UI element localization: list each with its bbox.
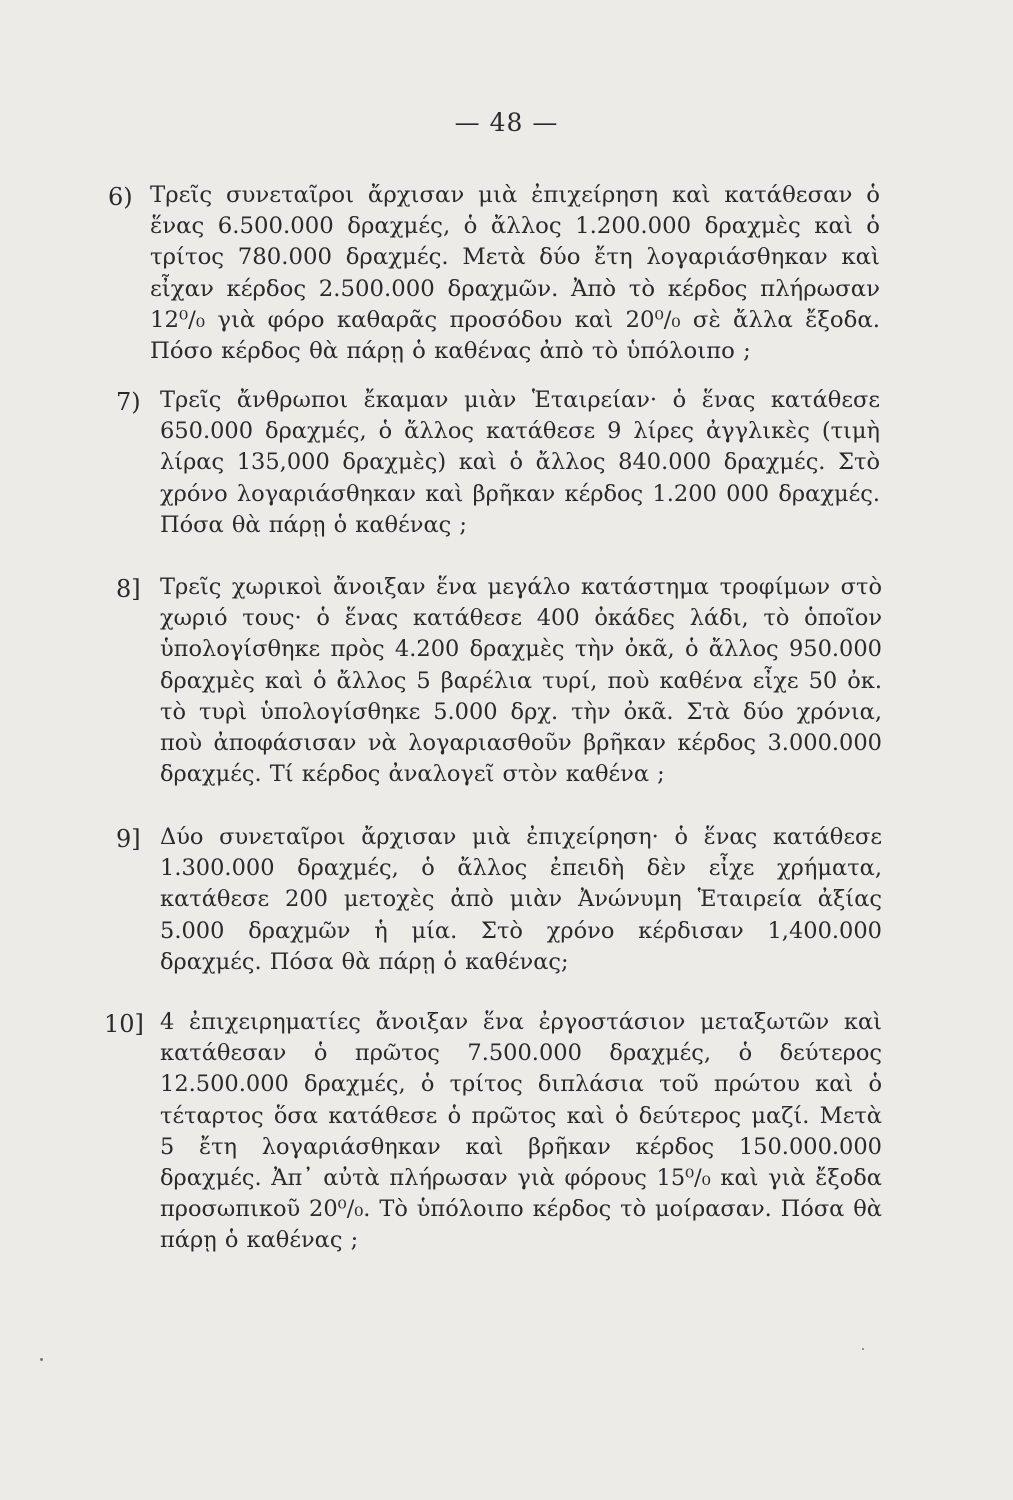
paper-speck [862, 1348, 864, 1350]
problem-number: 6) [108, 183, 133, 211]
problem-text: Τρεῖς συνεταῖροι ἄρχισαν μιὰ ἐπιχείρηση καὶ κατάθεσαν ὁ ἕνας 6.500.000 δραχμές, ὁ ἄλλος 1.200.000 δραχμὲς καὶ ὁ τρίτος 780.000 δραχμές. Μετὰ δύο ἔτη λογαριάσθηκαν καὶ εἶχαν κέρδος 2.500.000 δραχμῶν. Ἀπὸ τὸ κέρδος πλήρωσαν 12⁰/₀ γιὰ φόρο καθαρᾶς προσόδου καὶ 20⁰/₀ σὲ ἄλλα ἔξοδα. Πόσο κέρδος θὰ πάρῃ ὁ καθένας ἀπὸ τὸ ὑπόλοιπο ; [150, 182, 880, 365]
problem-number: 7) [116, 388, 141, 416]
problem-number: 9] [116, 825, 141, 853]
problem-number: 10] [104, 1010, 144, 1038]
problem-text: Τρεῖς ἄνθρωποι ἔκαμαν μιὰν Ἑταιρείαν· ὁ ἕνας κατάθεσε 650.000 δραχμές, ὁ ἄλλος κατάθεσε 9 λίρες ἀγγλικὲς (τιμὴ λίρας 135,000 δραχμὲς) καὶ ὁ ἄλλος 840.000 δραχμές. Στὸ χρόνο λογαριάσθηκαν καὶ βρῆκαν κέρδος 1.200 000 δραχμές. Πόσα θὰ πάρῃ ὁ καθένας ; [160, 387, 880, 538]
problem-text: 4 ἐπιχειρηματίες ἄνοιξαν ἕνα ἐργοστάσιον μεταξωτῶν καὶ κατάθεσαν ὁ πρῶτος 7.500.000 δραχμές, ὁ δεύτερος 12.500.000 δραχμές, ὁ τρίτος διπλάσια τοῦ πρώτου καὶ ὁ τέταρτος ὅσα κατάθεσε ὁ πρῶτος καὶ ὁ δεύτερος μαζί. Μετὰ 5 ἔτη λογαριάσθηκαν καὶ βρῆκαν κέρδος 150.000.000 δραχμές. Ἀπ᾽ αὐτὰ πλήρωσαν γιὰ φόρους 15⁰/₀ καὶ γιὰ ἔξοδα προσωπικοῦ 20⁰/₀. Τὸ ὑπόλοιπο κέρδος τὸ μοίρασαν. Πόσα θὰ πάρῃ ὁ καθένας ; [160, 1009, 882, 1254]
problem-text: Δύο συνεταῖροι ἄρχισαν μιὰ ἐπιχείρηση· ὁ ἕνας κατάθεσε 1.300.000 δραχμές, ὁ ἄλλος ἐπειδὴ δὲν εἶχε χρήματα, κατάθεσε 200 μετοχὲς ἀπὸ μιὰν Ἀνώνυμη Ἑταιρεία ἀξίας 5.000 δραχμῶν ἡ μία. Στὸ χρόνο κέρδισαν 1,400.000 δραχμές. Πόσα θὰ πάρῃ ὁ καθένας; [160, 824, 882, 975]
problem-number: 8] [116, 575, 141, 603]
paper-speck [40, 1358, 43, 1361]
problem-text: Τρεῖς χωρικοὶ ἄνοιξαν ἕνα μεγάλο κατάστημα τροφίμων στὸ χωριό τους· ὁ ἕνας κατάθεσε 400 ὀκάδες λάδι, τὸ ὁποῖον ὑπολογίσθηκε πρὸς 4.200 δραχμὲς τὴν ὀκᾶ, ὁ ἄλλος 950.000 δραχμὲς καὶ ὁ ἄλλος 5 βαρέλια τυρί, ποὺ καθένα εἶχε 50 ὀκ. τὸ τυρὶ ὑπολογίσθηκε 5.000 δρχ. τὴν ὀκᾶ. Στὰ δύο χρόνια, ποὺ ἀποφάσισαν νὰ λογαριασθοῦν βρῆκαν κέρδος 3.000.000 δραχμές. Τί κέρδος ἀναλογεῖ στὸν καθένα ; [160, 574, 882, 788]
page-number: — 48 — [454, 108, 559, 137]
